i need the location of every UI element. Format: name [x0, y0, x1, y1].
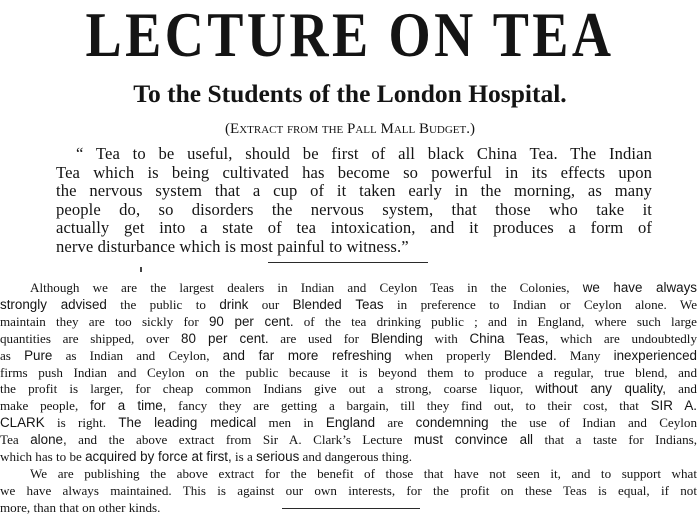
body-line: Tea alone, and the above extract from Sir A. Clark’s Lecture must convince all that a taste for Indians,	[0, 432, 697, 448]
body-line: as Pure as Indian and Ceylon, and far more refreshing when properly Blended. Many inexperienced	[0, 347, 697, 363]
quoted-extract	[56, 145, 652, 257]
source-citation: (Extract from the Pall Mall Budget.)	[225, 121, 475, 137]
headline: LECTURE ON TEA	[85, 0, 615, 70]
quote-line: actually get into a state of tea intoxication, and it produces a form of	[56, 218, 652, 238]
quote-line: people do, so disorders the nervous system, that those who take it	[56, 199, 652, 219]
divider-rule	[268, 262, 428, 263]
subheadline: To the Students of the London Hospital.	[133, 79, 567, 108]
body-line: maintain they are too sickly for 90 per cent. of the tea drinking public ; and in England, where such large	[0, 313, 697, 329]
body-line: strongly advised the public to drink our Blended Teas in preference to Indian or Ceylon alone. We	[0, 296, 697, 312]
body-line: the profit is larger, for cheap common Indians give out a strong, coarse liquor, without any quality, and	[0, 381, 697, 397]
body-line: which has to be acquired by force at first, is a serious and dangerous thing.	[0, 449, 412, 465]
body-line: CLARK is right. The leading medical men in England are condemning the use of Indian and Ceylon	[0, 415, 698, 431]
body-line: Although we are the largest dealers in Indian and Ceylon Teas in the Colonies, we have always	[30, 280, 697, 295]
body-line: quantities are shipped, over 80 per cent. are used for Blending with China Teas, which are undoubtedly	[0, 330, 697, 346]
body-line: firms push Indian and Ceylon on the public because it is beyond them to produce a regular, true blend, and	[0, 364, 697, 380]
divider-rule	[282, 508, 420, 509]
advertisement-body	[0, 280, 697, 517]
body-line: make people, for a time, fancy they are getting a bargain, till they find out, to their cost, that SIR A.	[0, 398, 697, 414]
quote-line: the nervous system that a cup of it taken early in the morning, as many	[56, 181, 652, 201]
print-mark	[140, 267, 142, 272]
body-line: we have always maintained. This is against our own interests, for the profit on these Teas is equal, if not	[0, 482, 697, 498]
body-line: We are publishing the above extract for the benefit of those that have not seen it, and to support what	[30, 465, 697, 481]
body-line: more, than that on other kinds.	[0, 499, 161, 515]
quote-line: “ Tea to be useful, should be first of all black China Tea. The Indian	[76, 144, 652, 163]
quote-line: Tea which is being cultivated has become so powerful in its effects upon	[56, 162, 652, 182]
quote-line: nerve disturbance which is most painful to witness.”	[56, 236, 409, 256]
